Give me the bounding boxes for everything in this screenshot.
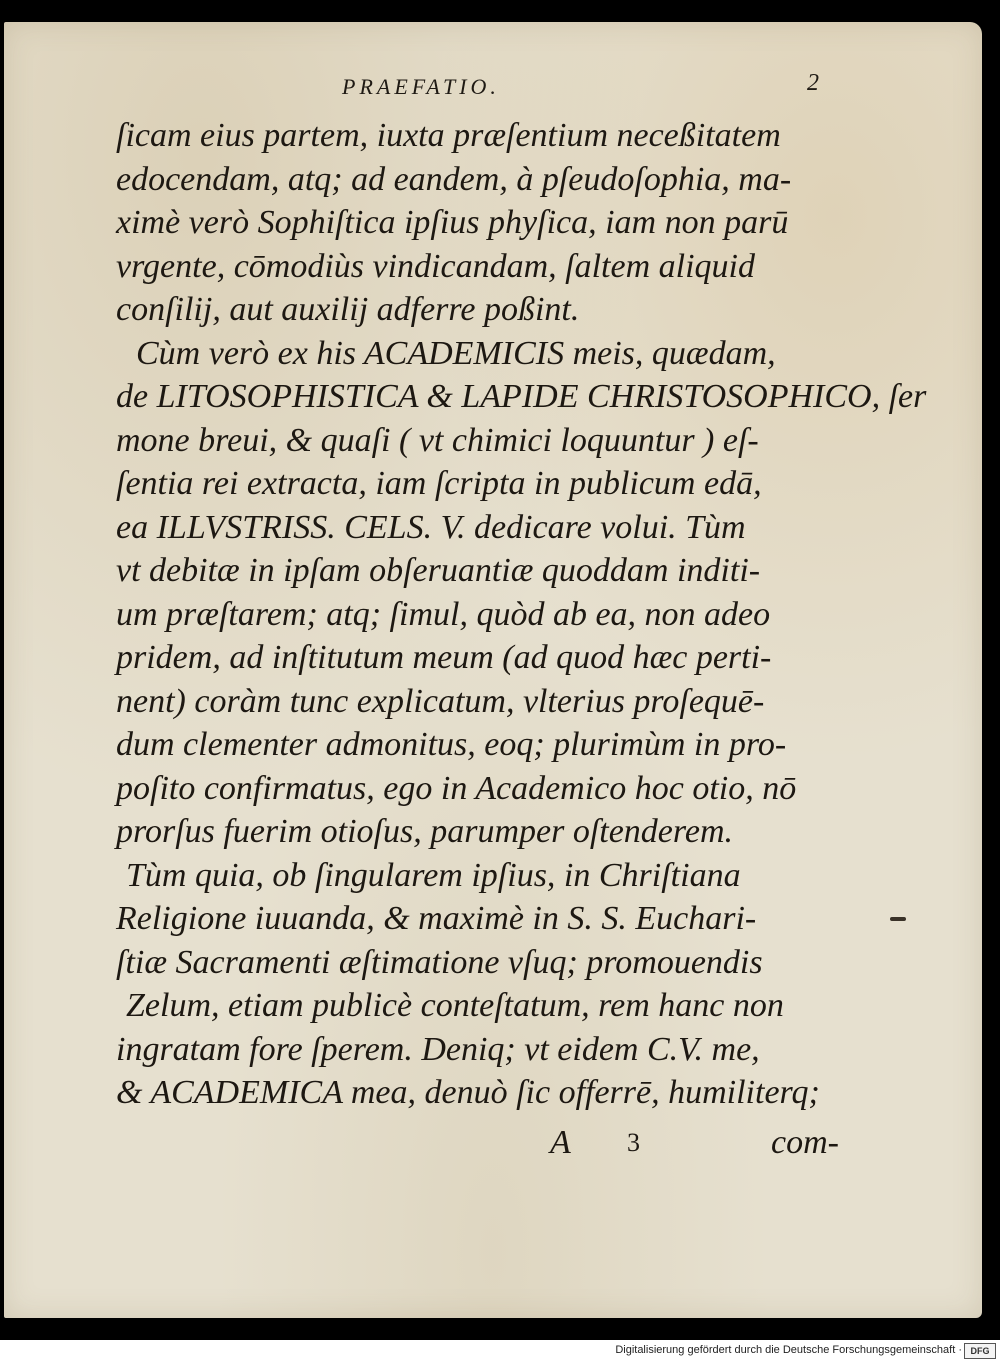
text-line: dum clementer admonitus, eoq; plurimùm in pro- [116,726,787,763]
text-line: nent) coràm tunc explicatum, vlterius proſequē- [116,682,765,720]
page-footer [4,1122,982,1172]
text-line: um præſtarem; atq; ſimul, quòd ab ea, non adeo [116,595,771,633]
text-line: prorſus fuerim otioſus, parumper oſtenderem. [116,813,734,850]
text-line: vt debitæ in ipſam obſeruantiæ quoddam inditi- [116,552,761,589]
text-line: de LITOSOPHISTICA & LAPIDE CHRISTOSOPHICO, ſer [116,378,927,415]
page-header [4,70,982,110]
running-head: PRAEFATIO. [342,74,500,99]
text-line: Tùm quia, ob ſingularem ipſius, in Chriſtiana [126,856,741,894]
text-line: ſicam eius partem, iuxta præſentium neceßitatem [116,117,781,154]
text-line: vrgente, cōmodiùs vindicandam, ſaltem aliquid [116,247,755,285]
signature-mark: A [550,1124,571,1161]
text-line: pridem, ad inſtitutum meum (ad quod hæc perti- [116,639,772,676]
text-line: Zelum, etiam publicè conteſtatum, rem hanc non [126,987,784,1024]
text-line: edocendam, atq; ad eandem, à pſeudoſophia, ma- [116,160,792,198]
text-line: Cùm verò ex his ACADEMICIS meis, quædam, [136,334,776,372]
catchword: com- [771,1124,839,1161]
text-line: ſtiæ Sacramenti æſtimatione vſuq; promouendis [116,943,763,981]
dfg-logo-icon: DFG [964,1343,996,1359]
credit-bar [0,1340,1000,1363]
book-page [4,22,982,1318]
body-text [116,114,927,1115]
page-number: 2 [807,70,819,96]
funding-credit: Digitalisierung gefördert durch die Deutsche Forschungsgemeinschaft · [615,1344,962,1356]
text-line: ſentia rei extracta, iam ſcripta in publicum edā, [116,465,762,502]
text-line: ingratam fore ſperem. Deniq; vt eidem C.V. me, [116,1030,760,1068]
margin-mark [890,917,906,921]
text-line: conſilij, aut auxilij adferre poßint. [116,291,580,328]
text-line: ximè verò Sophiſtica ipſius phyſica, iam non parū [116,204,789,241]
text-line: & ACADEMICA mea, denuò ſic offerrē, humiliterq; [116,1074,820,1111]
text-line: ea ILLVSTRISS. CELS. V. dedicare volui. Tùm [116,508,746,546]
text-line: mone breui, & quaſi ( vt chimici loquuntur ) eſ- [116,421,759,459]
text-line: Religione iuuanda, & maximè in S. S. Euchari- [116,900,757,937]
text-line: poſito confirmatus, ego in Academico hoc otio, nō [116,769,797,807]
signature-number: 3 [627,1128,640,1157]
